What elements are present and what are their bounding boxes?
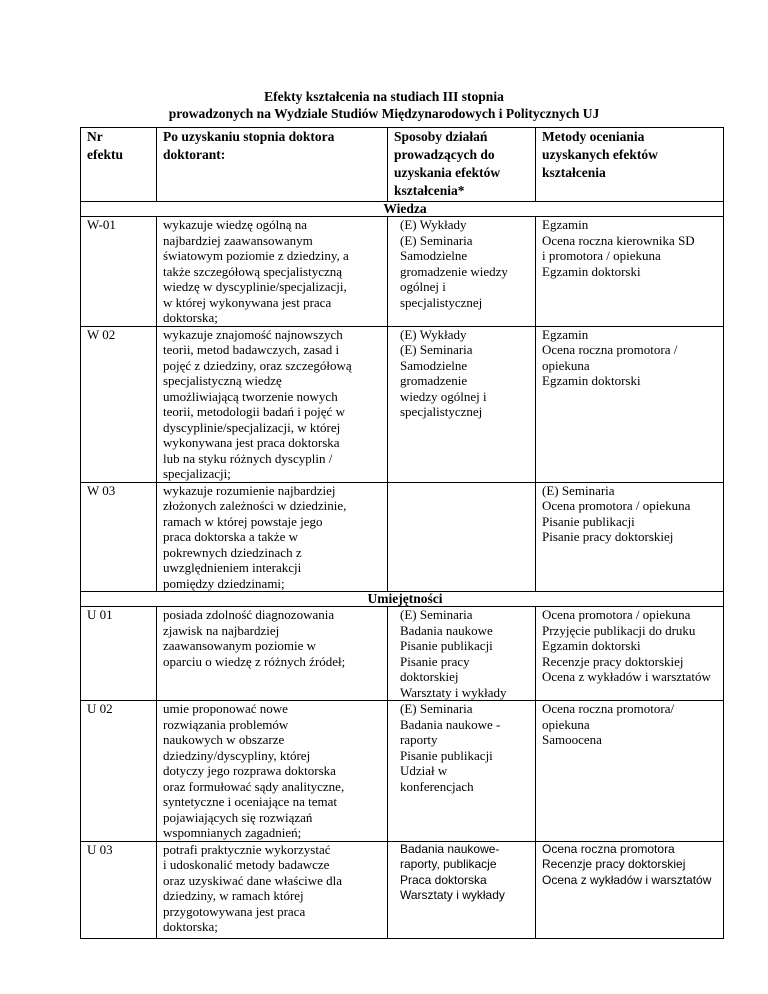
- header-methods: [388, 128, 536, 202]
- cell-text-line: wykazuje znajomość najnowszych: [163, 326, 343, 342]
- header-text: doktorant:: [163, 147, 226, 162]
- header-text: kształcenia: [542, 165, 606, 180]
- cell-text-line: Ocena z wykładów i warsztatów: [542, 872, 712, 887]
- cell-text-line: Warsztaty i wykłady: [400, 888, 505, 902]
- cell-text-line: zaawansowanym poziomie w: [163, 638, 317, 653]
- header-text: uzyskanych efektów: [542, 147, 658, 162]
- cell-text-line: Ocena roczna promotora /: [542, 342, 678, 357]
- header-text: Nr: [87, 129, 103, 144]
- cell-text-line: najbardziej zaawansowanym: [163, 232, 313, 248]
- cell-nr: U 03: [81, 841, 157, 938]
- header-text: uzyskania efektów: [394, 165, 501, 180]
- cell-text-line: Ocena roczna promotora: [542, 841, 675, 856]
- cell-text-line: także szczegółową specjalistyczną: [163, 263, 343, 279]
- cell-nr: U 01: [81, 607, 157, 701]
- section-label: Umiejętności: [81, 592, 724, 607]
- header-text: Po uzyskaniu stopnia doktora: [163, 129, 335, 144]
- cell-nr: U 02: [81, 701, 157, 842]
- cell-text-line: wykazuje wiedzę ogólną na: [163, 217, 308, 232]
- cell-text-line: doktorska;: [163, 310, 218, 325]
- cell-text-line: Pisanie publikacji: [400, 747, 493, 763]
- cell-text-line: Badania naukowe-: [400, 841, 500, 856]
- table-row: [81, 701, 724, 842]
- cell-text-line: wykonywana jest praca doktorska: [163, 435, 340, 450]
- cell-text-line: Pisanie publikacji: [400, 638, 493, 653]
- cell-text-line: Ocena z wykładów i warsztatów: [542, 669, 711, 684]
- cell-effect: [157, 841, 388, 938]
- cell-text-line: raporty, publikacje: [400, 857, 497, 871]
- cell-text-line: teorii, metod badawczych, zasad i: [163, 342, 340, 357]
- table-row: [81, 841, 724, 938]
- cell-text-line: (E) Wykłady: [400, 217, 467, 232]
- cell-text-line: gromadzenie wiedzy: [400, 263, 508, 279]
- table-header-row: [81, 128, 724, 202]
- cell-text-line: Warsztaty i wykłady: [400, 684, 507, 700]
- cell-text-line: pokrewnych dziedzinach z: [163, 544, 302, 560]
- cell-text-line: wykazuje rozumienie najbardziej: [163, 482, 336, 498]
- table-row: [81, 217, 724, 327]
- cell-text-line: posiada zdolność diagnozowania: [163, 607, 335, 622]
- cell-text-line: i udoskonalić metody badawcze: [163, 857, 330, 872]
- table-row: [81, 482, 724, 592]
- header-text: Metody oceniania: [542, 129, 645, 144]
- cell-effect: [157, 482, 388, 592]
- cell-methods: [388, 701, 536, 842]
- section-umiejetnosci: [81, 592, 724, 607]
- cell-effect: [157, 217, 388, 327]
- cell-text-line: (E) Seminaria: [542, 482, 615, 498]
- cell-methods: [388, 841, 536, 938]
- document-title-line1: Efekty kształcenia na studiach III stopnia: [264, 89, 504, 104]
- cell-assessment: [536, 482, 724, 592]
- cell-text-line: ogólnej i: [400, 279, 446, 294]
- cell-text-line: (E) Seminaria: [400, 607, 473, 622]
- cell-text-line: pojawiających się rozwiązań: [163, 809, 313, 825]
- cell-text-line: naukowych w obszarze: [163, 732, 285, 747]
- cell-text-line: wiedzę w dyscyplinie/specjalizacji,: [163, 279, 347, 294]
- cell-text-line: światowym poziomie z dziedziny, a: [163, 248, 349, 263]
- cell-effect: [157, 607, 388, 701]
- cell-text-line: ramach w której powstaje jego: [163, 513, 323, 529]
- cell-text-line: specjalistyczną wiedzę: [163, 373, 282, 388]
- header-text: kształcenia*: [394, 183, 465, 198]
- cell-text-line: Przyjęcie publikacji do druku: [542, 622, 696, 638]
- cell-text-line: Recenzje pracy doktorskiej: [542, 653, 684, 669]
- header-text: prowadzących do: [394, 147, 495, 162]
- cell-text-line: oparciu o wiedzę z różnych źródeł;: [163, 653, 346, 669]
- cell-text-line: wiedzy ogólnej i: [400, 388, 487, 404]
- cell-text-line: Ocena roczna promotora/: [542, 701, 675, 716]
- cell-text-line: Udział w: [400, 763, 448, 778]
- cell-text-line: w której wykonywana jest praca: [163, 294, 332, 310]
- table-row: [81, 326, 724, 482]
- cell-text-line: Egzamin doktorski: [542, 373, 641, 388]
- cell-text-line: Pisanie pracy doktorskiej: [542, 529, 674, 544]
- document-title-line2: prowadzonych na Wydziale Studiów Międzynarodowych i Politycznych UJ: [168, 106, 600, 121]
- cell-nr: W 02: [81, 326, 157, 482]
- cell-text-line: Samodzielne: [400, 248, 468, 263]
- cell-effect: [157, 701, 388, 842]
- cell-text-line: Samodzielne: [400, 357, 468, 373]
- cell-text-line: Ocena promotora / opiekuna: [542, 607, 691, 622]
- cell-text-line: przygotowywana jest praca: [163, 903, 306, 919]
- cell-effect: [157, 326, 388, 482]
- cell-text-line: doktorskiej: [400, 669, 459, 684]
- cell-text-line: złożonych zależności w dziedzinie,: [163, 498, 347, 513]
- cell-text-line: (E) Seminaria: [400, 701, 473, 716]
- cell-assessment: [536, 841, 724, 938]
- cell-text-line: rozwiązania problemów: [163, 716, 289, 732]
- cell-text-line: opiekuna: [542, 716, 590, 732]
- cell-text-line: syntetyczne i oceniające na temat: [163, 794, 337, 809]
- cell-text-line: teorii, metodologii badań i pojęć w: [163, 404, 345, 419]
- header-text: efektu: [87, 147, 123, 162]
- cell-text-line: uwzględnieniem interakcji: [163, 560, 302, 575]
- cell-text-line: Samoocena: [542, 732, 602, 747]
- cell-text-line: dotyczy jego rozprawa doktorska: [163, 763, 336, 778]
- cell-text-line: lub na styku różnych dyscyplin /: [163, 450, 333, 466]
- cell-text-line: wspomnianych zagadnień;: [163, 825, 302, 840]
- cell-text-line: pomiędzy dziedzinami;: [163, 575, 285, 591]
- cell-text-line: oraz formułować sądy analityczne,: [163, 778, 345, 794]
- header-assessment: [536, 128, 724, 202]
- cell-text-line: potrafi praktycznie wykorzystać: [163, 841, 331, 857]
- cell-methods: [388, 326, 536, 482]
- section-wiedza: [81, 202, 724, 217]
- cell-text-line: raporty: [400, 732, 438, 747]
- cell-methods: [388, 217, 536, 327]
- cell-assessment: [536, 217, 724, 327]
- cell-text-line: specjalizacji;: [163, 466, 231, 481]
- cell-text-line: Pisanie publikacji: [542, 513, 635, 529]
- learning-outcomes-table: [80, 127, 724, 939]
- table-row: [81, 607, 724, 701]
- cell-text-line: zjawisk na najbardziej: [163, 622, 280, 638]
- cell-text-line: (E) Seminaria: [400, 232, 473, 248]
- cell-text-line: pojęć z dziedziny, oraz szczegółową: [163, 357, 352, 373]
- cell-text-line: Recenzje pracy doktorskiej: [542, 857, 686, 871]
- cell-text-line: oraz uzyskiwać dane właściwe dla: [163, 872, 343, 888]
- cell-text-line: Ocena promotora / opiekuna: [542, 498, 691, 513]
- cell-text-line: Ocena roczna kierownika SD: [542, 232, 695, 248]
- cell-text-line: dyscyplinie/specjalizacji, w której: [163, 419, 341, 435]
- cell-nr: W 03: [81, 482, 157, 592]
- cell-text-line: umie proponować nowe: [163, 701, 288, 716]
- cell-text-line: umożliwiającą tworzenie nowych: [163, 388, 338, 404]
- cell-text-line: Egzamin doktorski: [542, 638, 641, 653]
- cell-methods: [388, 607, 536, 701]
- cell-text-line: dziedziny/dyscypliny, której: [163, 747, 311, 763]
- cell-text-line: Egzamin: [542, 326, 589, 342]
- cell-text-line: Egzamin doktorski: [542, 263, 641, 279]
- cell-methods: [388, 482, 536, 592]
- cell-text-line: specjalistycznej: [400, 294, 483, 310]
- cell-text-line: gromadzenie: [400, 373, 468, 388]
- header-nr-efektu: [81, 128, 157, 202]
- cell-text-line: dziedziny, w ramach której: [163, 888, 304, 903]
- cell-text-line: Egzamin: [542, 217, 589, 232]
- section-label: Wiedza: [81, 202, 724, 217]
- header-text: Sposoby działań: [394, 129, 488, 144]
- cell-assessment: [536, 607, 724, 701]
- cell-text-line: Badania naukowe -: [400, 716, 501, 732]
- cell-text-line: (E) Wykłady: [400, 326, 467, 342]
- cell-text-line: konferencjach: [400, 778, 474, 794]
- cell-nr: W-01: [81, 217, 157, 327]
- cell-assessment: [536, 326, 724, 482]
- cell-assessment: [536, 701, 724, 842]
- cell-text-line: Pisanie pracy: [400, 653, 470, 669]
- header-effect: [157, 128, 388, 202]
- cell-text-line: (E) Seminaria: [400, 342, 473, 357]
- cell-text-line: Praca doktorska: [400, 872, 487, 887]
- cell-text-line: specjalistycznej: [400, 404, 483, 419]
- cell-text-line: i promotora / opiekuna: [542, 248, 661, 263]
- cell-text-line: praca doktorska a także w: [163, 529, 298, 544]
- cell-text-line: opiekuna: [542, 357, 590, 373]
- cell-text-line: doktorska;: [163, 919, 218, 934]
- cell-text-line: Badania naukowe: [400, 622, 493, 638]
